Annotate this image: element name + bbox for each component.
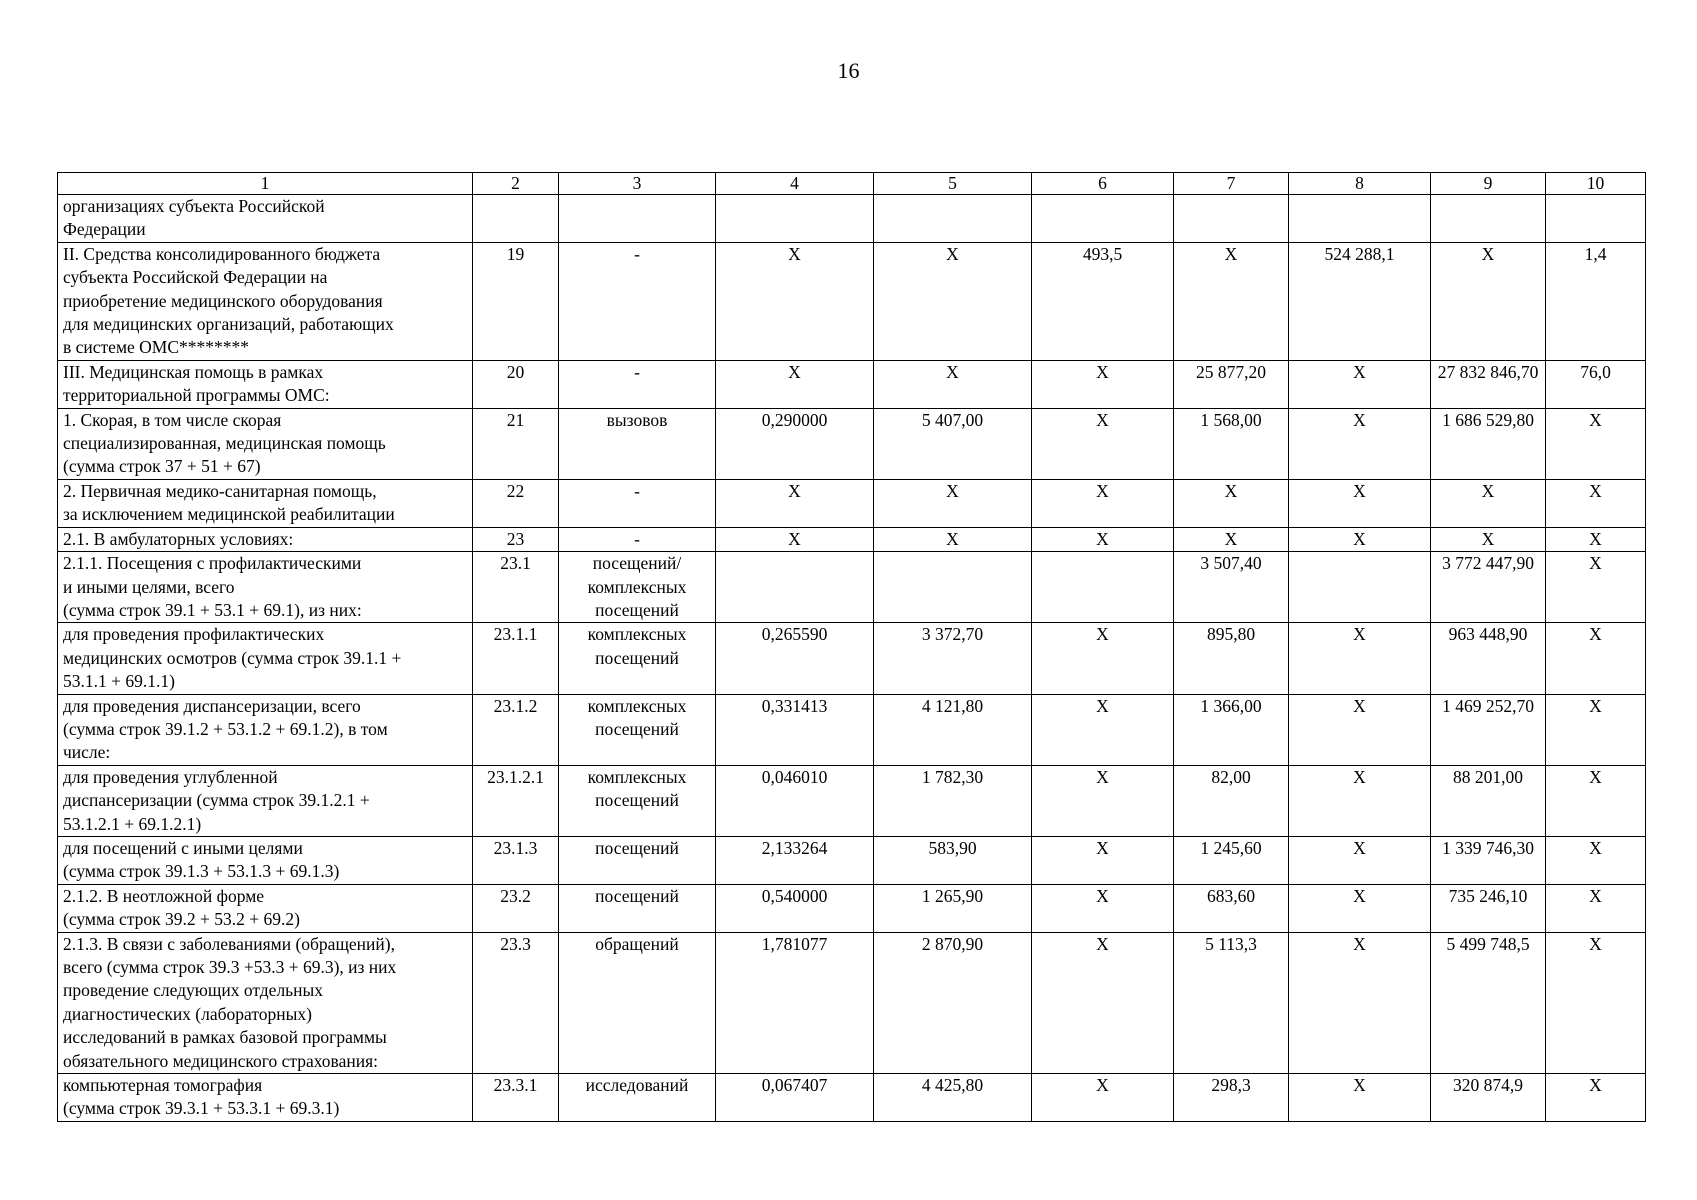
row-label-line: компьютерная томография: [63, 1075, 263, 1096]
row-label: [58, 552, 473, 623]
cell-col-9: 320 874,9: [1431, 1074, 1546, 1122]
cell-col-7: 683,60: [1174, 884, 1289, 932]
row-label: [58, 884, 473, 932]
cell-col-2: [473, 195, 559, 243]
table-row: [58, 884, 1646, 932]
cell-col-6: Х: [1032, 694, 1174, 765]
table-body: [58, 195, 1646, 1122]
cell-col-7: Х: [1174, 527, 1289, 551]
cell-col-8: Х: [1289, 527, 1431, 551]
table-row: [58, 360, 1646, 408]
row-label-line: для проведения углубленной: [63, 766, 278, 787]
row-label-line: в системе ОМС********: [63, 337, 250, 358]
row-label-line: территориальной программы ОМС:: [63, 385, 330, 406]
column-header-9: 9: [1431, 173, 1546, 195]
cell-col-6: [1032, 195, 1174, 243]
cell-col-6: Х: [1032, 932, 1174, 1073]
cell-col-10: Х: [1546, 408, 1646, 479]
column-header-3: 3: [559, 173, 716, 195]
cell-col-7: 3 507,40: [1174, 552, 1289, 623]
cell-col-2: 23.1.3: [473, 836, 559, 884]
cell-col-4: 0,046010: [716, 765, 874, 836]
cell-col-10: [1546, 195, 1646, 243]
cell-col-2: 23.2: [473, 884, 559, 932]
table-row: [58, 408, 1646, 479]
cell-col-3: -: [559, 527, 716, 551]
row-label-line: 1. Скорая, в том числе скорая: [63, 409, 282, 430]
cell-col-3: посещений/ комплексных посещений: [559, 552, 716, 623]
row-label: [58, 527, 473, 551]
cell-col-10: 76,0: [1546, 360, 1646, 408]
cell-col-8: Х: [1289, 836, 1431, 884]
cell-col-8: Х: [1289, 1074, 1431, 1122]
row-label-line: исследований в рамках базовой программы: [63, 1027, 387, 1048]
cell-col-5: 2 870,90: [874, 932, 1032, 1073]
table-row: [58, 932, 1646, 1073]
cell-col-3: посещений: [559, 884, 716, 932]
cell-col-4: 0,290000: [716, 408, 874, 479]
cell-col-3: вызовов: [559, 408, 716, 479]
cell-col-8: Х: [1289, 765, 1431, 836]
cell-col-3: исследований: [559, 1074, 716, 1122]
row-label-line: медицинских осмотров (сумма строк 39.1.1 +: [63, 647, 402, 668]
column-header-5: 5: [874, 173, 1032, 195]
cell-col-9: 88 201,00: [1431, 765, 1546, 836]
row-label-line: (сумма строк 39.1 + 53.1 + 69.1), из них:: [63, 599, 362, 620]
cell-col-7: 1 568,00: [1174, 408, 1289, 479]
row-label-line: (сумма строк 37 + 51 + 67): [63, 456, 261, 477]
row-label-line: 2.1.2. В неотложной форме: [63, 885, 265, 906]
row-label: [58, 1074, 473, 1122]
cell-col-6: Х: [1032, 479, 1174, 527]
cell-col-3: посещений: [559, 836, 716, 884]
cell-col-9: 1 469 252,70: [1431, 694, 1546, 765]
cell-col-8: Х: [1289, 884, 1431, 932]
cell-col-6: Х: [1032, 360, 1174, 408]
cell-col-2: 23.3.1: [473, 1074, 559, 1122]
cell-col-8: Х: [1289, 932, 1431, 1073]
column-header-7: 7: [1174, 173, 1289, 195]
cell-col-9: 1 339 746,30: [1431, 836, 1546, 884]
cell-col-9: 1 686 529,80: [1431, 408, 1546, 479]
row-label-line: проведение следующих отдельных: [63, 980, 324, 1001]
table-row: [58, 195, 1646, 243]
cell-col-4: 0,331413: [716, 694, 874, 765]
row-label-line: обязательного медицинского страхования:: [63, 1050, 378, 1071]
cell-col-5: Х: [874, 242, 1032, 360]
row-label-line: (сумма строк 39.1.2 + 53.1.2 + 69.1.2), в том: [63, 718, 388, 739]
cell-col-5: 5 407,00: [874, 408, 1032, 479]
row-label-line: для медицинских организаций, работающих: [63, 314, 394, 335]
table-row: [58, 765, 1646, 836]
row-label-line: диагностических (лабораторных): [63, 1003, 312, 1024]
column-header-8: 8: [1289, 173, 1431, 195]
table-row: [58, 479, 1646, 527]
cell-col-7: 895,80: [1174, 623, 1289, 694]
row-label-line: организациях субъекта Российской: [63, 196, 325, 216]
cell-col-10: Х: [1546, 552, 1646, 623]
row-label-line: (сумма строк 39.3.1 + 53.3.1 + 69.3.1): [63, 1098, 340, 1119]
cell-col-8: Х: [1289, 360, 1431, 408]
cell-col-9: Х: [1431, 479, 1546, 527]
cell-col-5: 4 121,80: [874, 694, 1032, 765]
cell-col-6: Х: [1032, 1074, 1174, 1122]
cell-col-2: 23: [473, 527, 559, 551]
row-label: [58, 360, 473, 408]
cell-col-4: 2,133264: [716, 836, 874, 884]
cell-col-5: 4 425,80: [874, 1074, 1032, 1122]
cell-col-4: 0,265590: [716, 623, 874, 694]
row-label: [58, 195, 473, 243]
row-label-line: для проведения профилактических: [63, 624, 325, 645]
cell-col-10: Х: [1546, 765, 1646, 836]
cell-col-7: 25 877,20: [1174, 360, 1289, 408]
cell-col-6: 493,5: [1032, 242, 1174, 360]
cell-col-4: [716, 552, 874, 623]
cell-col-3: обращений: [559, 932, 716, 1073]
cell-col-5: Х: [874, 360, 1032, 408]
table-row: [58, 836, 1646, 884]
cell-col-7: 1 245,60: [1174, 836, 1289, 884]
cell-col-4: Х: [716, 242, 874, 360]
table-row: [58, 242, 1646, 360]
cell-col-4: Х: [716, 527, 874, 551]
row-label-line: за исключением медицинской реабилитации: [63, 504, 395, 525]
column-header-10: 10: [1546, 173, 1646, 195]
cell-col-6: Х: [1032, 884, 1174, 932]
cell-col-7: Х: [1174, 479, 1289, 527]
cell-col-2: 20: [473, 360, 559, 408]
row-label: [58, 836, 473, 884]
row-label-line: (сумма строк 39.1.3 + 53.1.3 + 69.1.3): [63, 861, 340, 882]
column-header-1: 1: [58, 173, 473, 195]
cell-col-7: Х: [1174, 242, 1289, 360]
cell-col-5: 583,90: [874, 836, 1032, 884]
cell-col-2: 23.3: [473, 932, 559, 1073]
row-label: [58, 242, 473, 360]
cell-col-3: -: [559, 479, 716, 527]
cell-col-5: [874, 195, 1032, 243]
cell-col-8: Х: [1289, 479, 1431, 527]
cell-col-10: 1,4: [1546, 242, 1646, 360]
cell-col-6: Х: [1032, 836, 1174, 884]
cell-col-2: 19: [473, 242, 559, 360]
cell-col-3: -: [559, 360, 716, 408]
table-row: [58, 1074, 1646, 1122]
cell-col-8: [1289, 195, 1431, 243]
row-label-line: субъекта Российской Федерации на: [63, 267, 328, 288]
cell-col-7: 1 366,00: [1174, 694, 1289, 765]
cell-col-9: 27 832 846,70: [1431, 360, 1546, 408]
table-row: [58, 623, 1646, 694]
row-label-line: 2.1.3. В связи с заболеваниями (обращений),: [63, 933, 395, 954]
cell-col-9: 5 499 748,5: [1431, 932, 1546, 1073]
cell-col-2: 23.1.2.1: [473, 765, 559, 836]
row-label-line: 2.1.1. Посещения с профилактическими: [63, 553, 362, 574]
cell-col-8: 524 288,1: [1289, 242, 1431, 360]
column-header-4: 4: [716, 173, 874, 195]
cell-col-9: 735 246,10: [1431, 884, 1546, 932]
row-label: [58, 932, 473, 1073]
cell-col-2: 23.1: [473, 552, 559, 623]
row-label: [58, 479, 473, 527]
cell-col-8: Х: [1289, 694, 1431, 765]
cell-col-7: 298,3: [1174, 1074, 1289, 1122]
cell-col-4: 0,067407: [716, 1074, 874, 1122]
row-label-line: для проведения диспансеризации, всего: [63, 695, 361, 716]
cell-col-4: 0,540000: [716, 884, 874, 932]
data-table: [57, 172, 1646, 1122]
cell-col-8: [1289, 552, 1431, 623]
cell-col-4: Х: [716, 360, 874, 408]
header-row: [58, 173, 1646, 195]
cell-col-5: [874, 552, 1032, 623]
row-label-line: 53.1.1 + 69.1.1): [63, 671, 175, 692]
cell-col-7: 82,00: [1174, 765, 1289, 836]
column-header-6: 6: [1032, 173, 1174, 195]
cell-col-2: 23.1.2: [473, 694, 559, 765]
table-row: [58, 552, 1646, 623]
cell-col-10: Х: [1546, 836, 1646, 884]
cell-col-2: 21: [473, 408, 559, 479]
row-label-line: III. Медицинская помощь в рамках: [63, 361, 324, 382]
cell-col-3: комплексных посещений: [559, 765, 716, 836]
cell-col-10: Х: [1546, 527, 1646, 551]
table-row: [58, 694, 1646, 765]
cell-col-10: Х: [1546, 1074, 1646, 1122]
cell-col-3: -: [559, 242, 716, 360]
cell-col-2: 22: [473, 479, 559, 527]
row-label-line: всего (сумма строк 39.3 +53.3 + 69.3), из них: [63, 957, 397, 977]
cell-col-5: 3 372,70: [874, 623, 1032, 694]
cell-col-10: Х: [1546, 479, 1646, 527]
cell-col-4: [716, 195, 874, 243]
cell-col-5: Х: [874, 527, 1032, 551]
cell-col-5: 1 782,30: [874, 765, 1032, 836]
cell-col-5: 1 265,90: [874, 884, 1032, 932]
cell-col-2: 23.1.1: [473, 623, 559, 694]
cell-col-8: Х: [1289, 623, 1431, 694]
cell-col-6: Х: [1032, 623, 1174, 694]
row-label: [58, 623, 473, 694]
cell-col-5: Х: [874, 479, 1032, 527]
row-label-line: Федерации: [63, 219, 146, 240]
row-label-line: 2.1. В амбулаторных условиях:: [63, 528, 294, 549]
row-label-line: диспансеризации (сумма строк 39.1.2.1 +: [63, 790, 370, 811]
cell-col-9: Х: [1431, 527, 1546, 551]
row-label-line: числе:: [63, 742, 111, 763]
row-label-line: и иными целями, всего: [63, 576, 235, 597]
row-label: [58, 694, 473, 765]
cell-col-4: Х: [716, 479, 874, 527]
column-header-2: 2: [473, 173, 559, 195]
cell-col-9: 963 448,90: [1431, 623, 1546, 694]
cell-col-9: Х: [1431, 242, 1546, 360]
row-label-line: (сумма строк 39.2 + 53.2 + 69.2): [63, 909, 301, 930]
table-row: [58, 527, 1646, 551]
row-label-line: приобретение медицинского оборудования: [63, 290, 383, 311]
cell-col-6: Х: [1032, 527, 1174, 551]
cell-col-10: Х: [1546, 623, 1646, 694]
cell-col-10: Х: [1546, 884, 1646, 932]
cell-col-8: Х: [1289, 408, 1431, 479]
row-label-line: для посещений с иными целями: [63, 837, 303, 858]
row-label: [58, 408, 473, 479]
cell-col-7: 5 113,3: [1174, 932, 1289, 1073]
page-number: 16: [837, 58, 860, 83]
row-label-line: специализированная, медицинская помощь: [63, 433, 386, 454]
cell-col-9: 3 772 447,90: [1431, 552, 1546, 623]
cell-col-10: Х: [1546, 694, 1646, 765]
cell-col-10: Х: [1546, 932, 1646, 1073]
row-label-line: 53.1.2.1 + 69.1.2.1): [63, 813, 202, 834]
cell-col-6: [1032, 552, 1174, 623]
cell-col-7: [1174, 195, 1289, 243]
cell-col-6: Х: [1032, 408, 1174, 479]
cell-col-9: [1431, 195, 1546, 243]
row-label-line: 2. Первичная медико-санитарная помощь,: [63, 480, 377, 501]
cell-col-3: [559, 195, 716, 243]
cell-col-6: Х: [1032, 765, 1174, 836]
cell-col-4: 1,781077: [716, 932, 874, 1073]
cell-col-3: комплексных посещений: [559, 694, 716, 765]
row-label-line: II. Средства консолидированного бюджета: [63, 243, 381, 264]
cell-col-3: комплексных посещений: [559, 623, 716, 694]
row-label: [58, 765, 473, 836]
